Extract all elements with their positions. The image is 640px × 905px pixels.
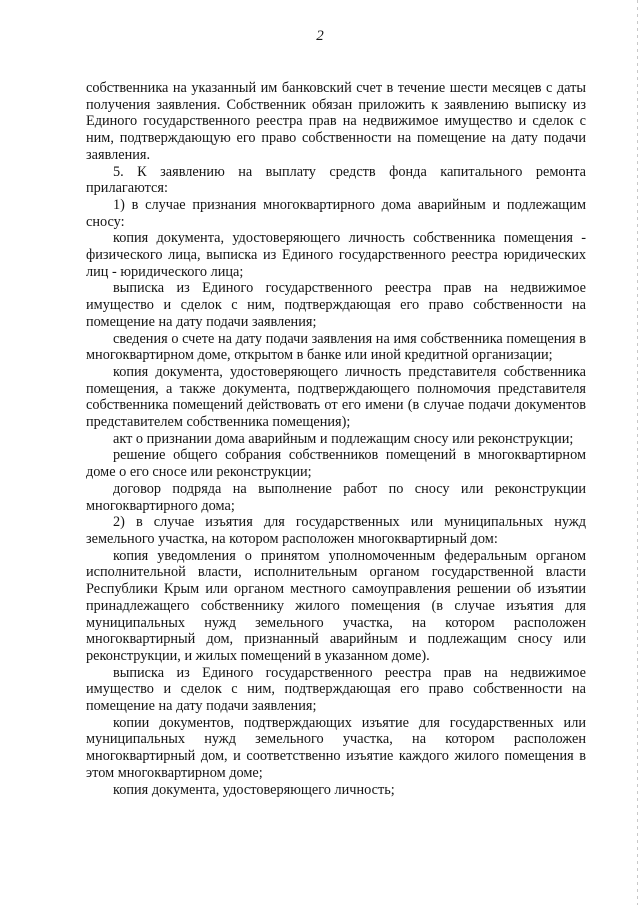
- paragraph: выписка из Единого государственного реестра прав на недвижимое имущество и сделок с ним, подтверждающая его право собственности на помещение на дату подачи заявления;: [86, 280, 586, 330]
- paragraph: копии документов, подтверждающих изъятие для государственных или муниципальных нужд земельного участка, на котором расположен многоквартирный дом, и соответственно изъятие каждого жилого помещения в этом многоквартирном доме;: [86, 714, 586, 781]
- paragraph: собственника на указанный им банковский счет в течение шести месяцев с даты получения заявления. Собственник обязан приложить к заявлению выписку из Единого государственного реестра прав на недвижимое имущество и сделок с ним, подтверждающую его право собственности на помещение на дату подачи заявления.: [86, 80, 586, 163]
- paragraph: договор подряда на выполнение работ по сносу или реконструкции многоквартирного дома;: [86, 480, 586, 514]
- paragraph: копия уведомления о принятом уполномоченным федеральным органом исполнительной власти, исполнительным органом государственной власти Республики Крым или органом местного самоуправления решении об изъятии принадлежащего собственнику жилого помещения (в случае изъятия для муниципальных нужд земельного участка, на котором расположен многоквартирный дом, признанный аварийным и подлежащим сносу или реконструкции, и жилых помещений в указанном доме).: [86, 547, 586, 664]
- scan-edge: [637, 0, 638, 905]
- page-number: 2: [316, 28, 324, 44]
- paragraph: 2) в случае изъятия для государственных или муниципальных нужд земельного участка, на котором расположен многоквартирный дом:: [86, 514, 586, 547]
- paragraph: копия документа, удостоверяющего личность;: [113, 781, 395, 798]
- paragraph: копия документа, удостоверяющего личность представителя собственника помещения, а также документа, подтверждающего полномочия представителя собственника помещений действовать от его имени (в случае подачи документов представителем собственника помещения);: [86, 363, 586, 431]
- paragraph: решение общего собрания собственников помещений в многоквартирном доме о его сносе или реконструкции;: [86, 447, 586, 481]
- paragraph: копия документа, удостоверяющего личность собственника помещения - физического лица, выписка из Единого государственного реестра юридических лиц - юридического лица;: [86, 230, 586, 280]
- paragraph: выписка из Единого государственного реестра прав на недвижимое имущество и сделок с ним, подтверждающая его право собственности на помещение на дату подачи заявления;: [86, 664, 586, 715]
- paragraph: сведения о счете на дату подачи заявления на имя собственника помещения в многоквартирном доме, открытом в банке или иной кредитной организации;: [86, 330, 586, 364]
- paragraph: 1) в случае признания многоквартирного дома аварийным и подлежащим сносу:: [86, 196, 586, 230]
- document-body: [86, 80, 586, 798]
- paragraph: акт о признании дома аварийным и подлежащим сносу или реконструкции;: [113, 430, 574, 447]
- paragraph: 5. К заявлению на выплату средств фонда капитального ремонта прилагаются:: [86, 163, 586, 197]
